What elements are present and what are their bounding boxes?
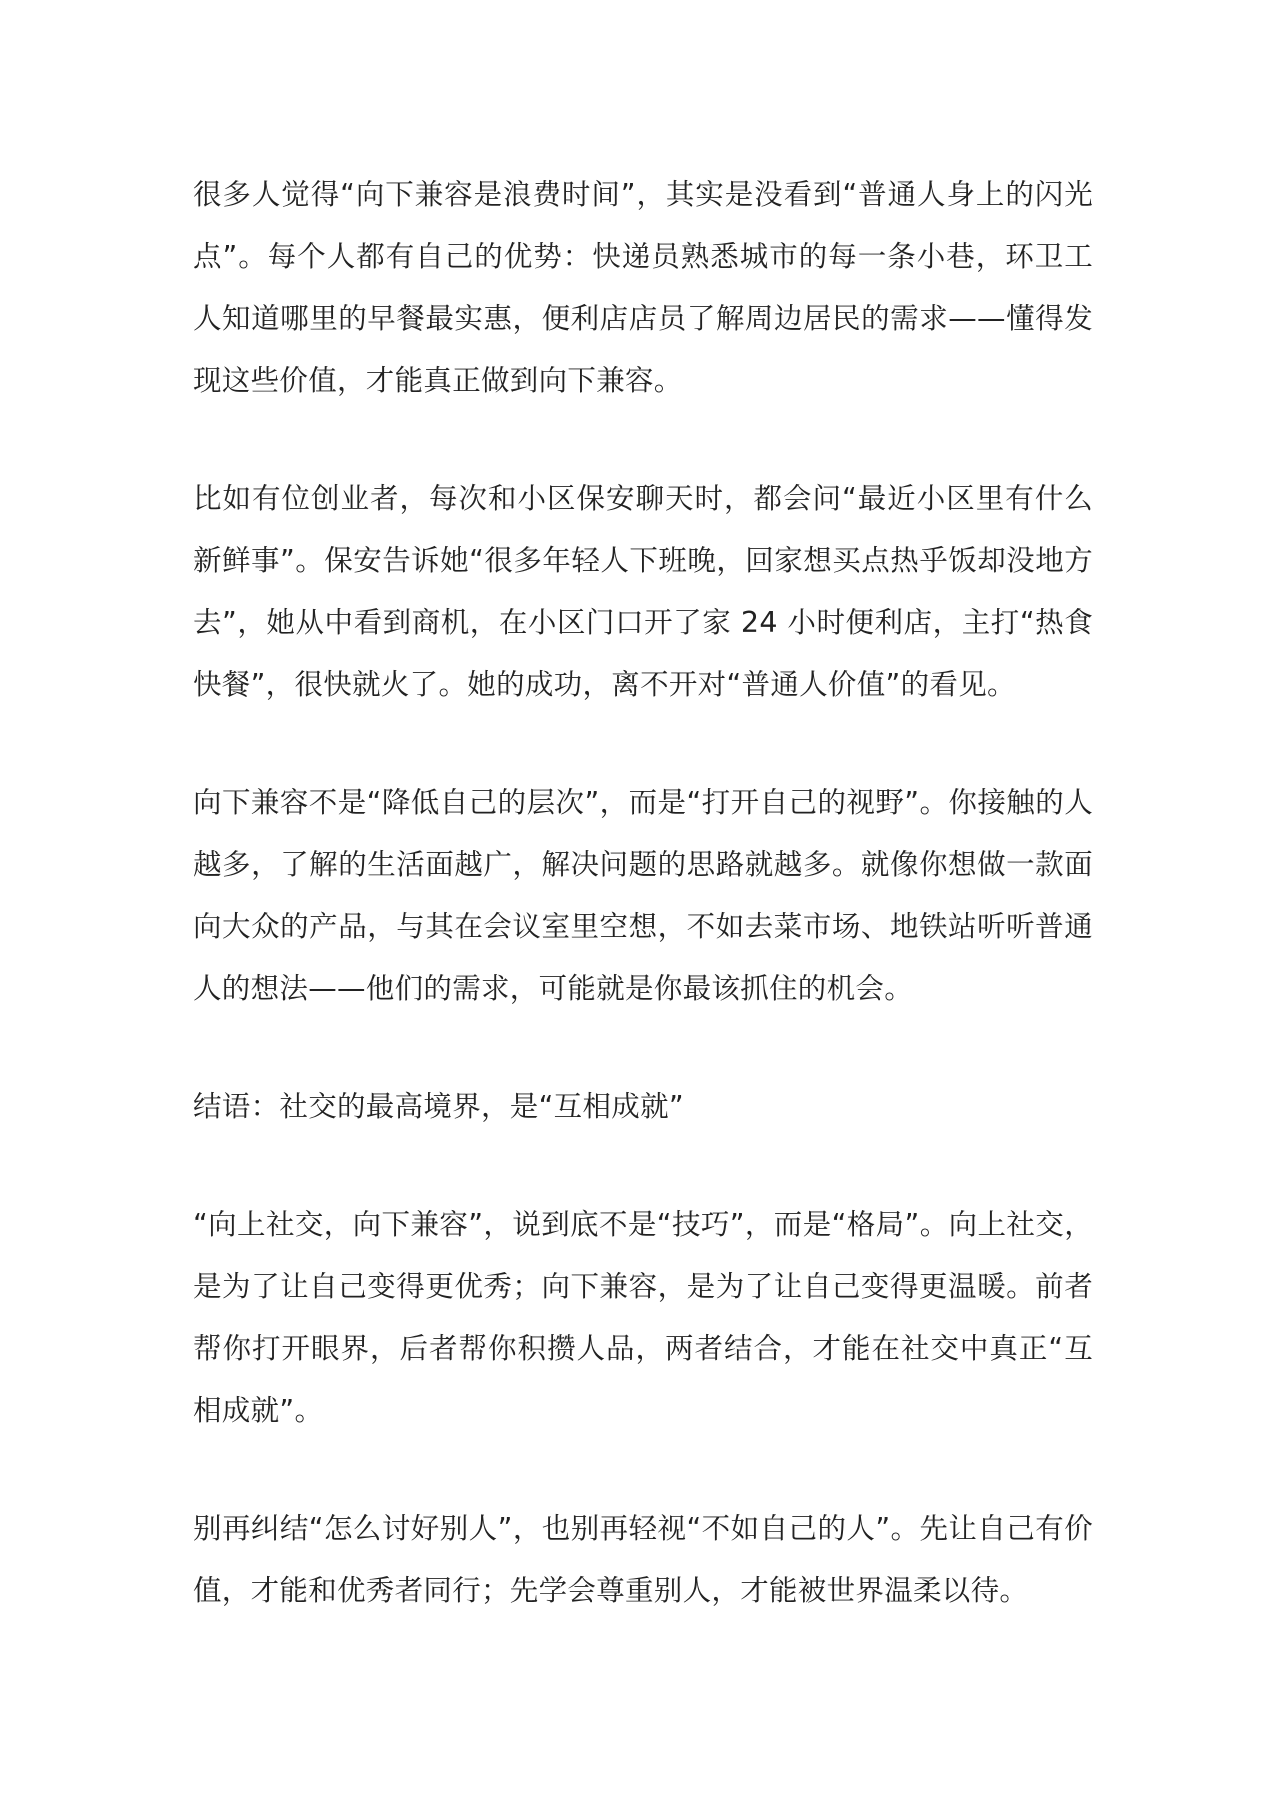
paragraph-entrepreneur-example: 比如有位创业者，每次和小区保安聊天时，都会问“最近小区里有什么新鲜事”。保安告诉她“很多年轻人下班晚，回家想买点热乎饭却没地方去”，她从中看到商机，在小区门口开了家 24 小时便利店，主打“热食快餐”，很快就火了。她的成功，离不开对“普通人价值”的看见。	[193, 482, 1093, 701]
document-body	[193, 164, 1093, 1622]
paragraph-closing: 别再纠结“怎么讨好别人”，也别再轻视“不如自己的人”。先让自己有价值，才能和优秀者同行；先学会尊重别人，才能被世界温柔以待。	[193, 1512, 1093, 1607]
paragraph-value-of-ordinary-people: 很多人觉得“向下兼容是浪费时间”，其实是没看到“普通人身上的闪光点”。每个人都有自己的优势：快递员熟悉城市的每一条小巷，环卫工人知道哪里的早餐最实惠，便利店店员了解周边居民的需求——懂得发现这些价值，才能真正做到向下兼容。	[193, 178, 1093, 397]
conclusion-heading: 结语：社交的最高境界，是“互相成就”	[193, 1090, 684, 1123]
paragraph-mutual-achievement: “向上社交，向下兼容”，说到底不是“技巧”，而是“格局”。向上社交，是为了让自己变得更优秀；向下兼容，是为了让自己变得更温暖。前者帮你打开眼界，后者帮你积攒人品，两者结合，才能在社交中真正“互相成就”。	[193, 1208, 1093, 1427]
paragraph-open-your-vision: 向下兼容不是“降低自己的层次”，而是“打开自己的视野”。你接触的人越多，了解的生活面越广，解决问题的思路就越多。就像你想做一款面向大众的产品，与其在会议室里空想，不如去菜市场、地铁站听听普通人的想法——他们的需求，可能就是你最该抓住的机会。	[193, 786, 1093, 1005]
